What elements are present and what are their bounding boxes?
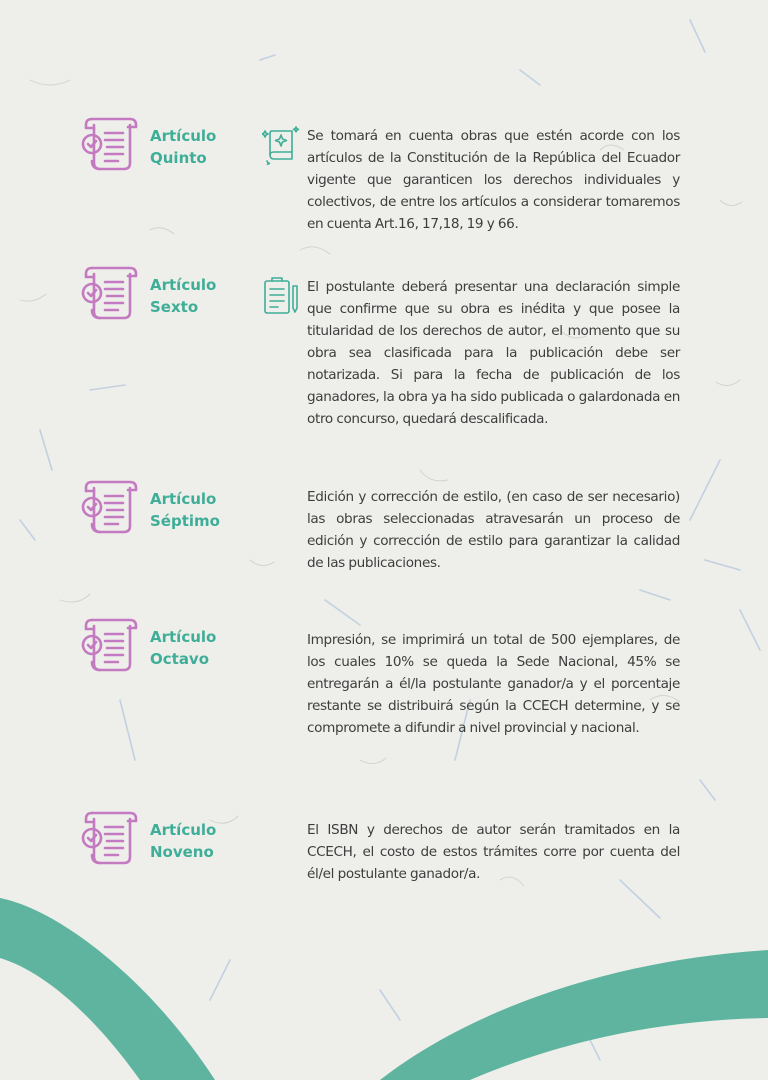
article-title-ordinal: Quinto	[150, 149, 207, 167]
article-title-ordinal: Sexto	[150, 298, 199, 316]
teal-swoosh-decoration	[0, 870, 768, 1080]
article-title-ordinal: Octavo	[150, 650, 210, 668]
document-check-icon	[78, 262, 140, 324]
article-title-ordinal: Noveno	[150, 843, 214, 861]
article-title	[150, 125, 260, 169]
article-title-word: Artículo	[150, 821, 217, 839]
article-title	[150, 626, 260, 670]
article-title-word: Artículo	[150, 490, 217, 508]
article-title-ordinal: Séptimo	[150, 512, 220, 530]
article-title-word: Artículo	[150, 628, 217, 646]
clipboard-pencil-icon	[262, 276, 300, 316]
article-text: Edición y corrección de estilo, (en caso de ser necesario) las obras seleccionadas atravesarán un proceso de edición y corrección de estilo para garantizar la calidad de las publicaciones.	[307, 489, 680, 571]
article-title	[150, 274, 260, 318]
article-text: Impresión, se imprimirá un total de 500 ejemplares, de los cuales 10% se queda la Sede Nacional, 45% se entregarán a él/la postulante ganador/a y el porcentaje restante se distribuirá según la CCECH determine, y se compromete a difundir a nivel provincial y nacional.	[307, 632, 680, 736]
document-check-icon	[78, 614, 140, 676]
article-title-word: Artículo	[150, 127, 217, 145]
article-text: El postulante deberá presentar una declaración simple que confirme que su obra es inédita y que posee la titularidad de los derechos de autor, el momento que su obra sea clasificada para la publicación debe ser notarizada. Si para la fecha de publicación de los ganadores, la obra ya ha sido publicada o galardonada en otro concurso, quedará descalificada.	[307, 279, 680, 427]
article-title-word: Artículo	[150, 276, 217, 294]
document-check-icon	[78, 807, 140, 869]
article-text: Se tomará en cuenta obras que estén acorde con los artículos de la Constitución de la República del Ecuador vigente que garanticen los derechos individuales y colectivos, de entre los artículos a considerar tomaremos en cuenta Art.16, 17,18, 19 y 66.	[307, 128, 680, 232]
document-check-icon	[78, 476, 140, 538]
article-title	[150, 488, 260, 532]
article-title	[150, 819, 260, 863]
article-text: El ISBN y derechos de autor serán tramitados en la CCECH, el costo de estos trámites corre por cuenta del él/el postulante ganador/a.	[307, 822, 680, 882]
book-sparkle-icon	[262, 125, 300, 165]
document-check-icon	[78, 113, 140, 175]
